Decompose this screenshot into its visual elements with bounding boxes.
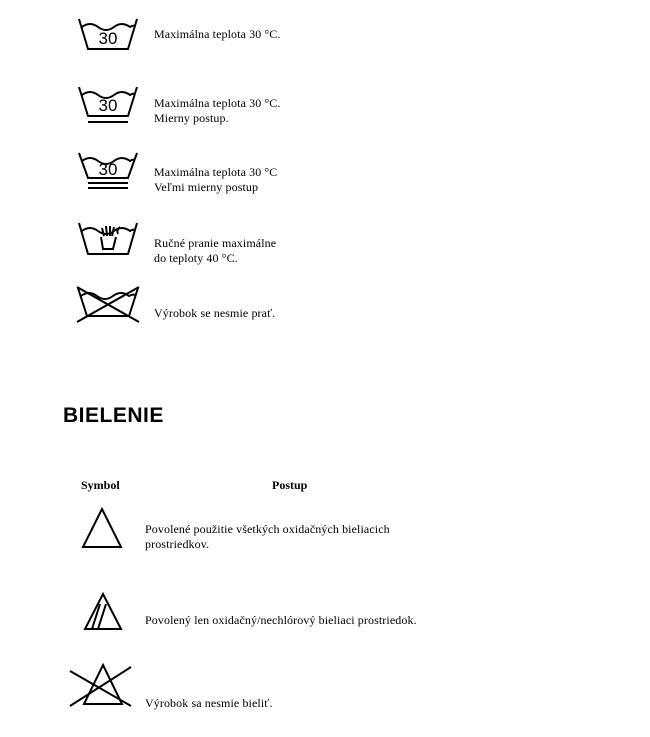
non-chlorine-bleach-label: Povolený len oxidačný/nechlórový bieliaci prostriedok.: [145, 613, 417, 627]
do-not-wash-icon: [75, 284, 141, 324]
wash-30-label: Maximálna teplota 30 °C.: [154, 27, 281, 41]
hand-wash-icon: [76, 218, 140, 260]
do-not-bleach-icon: [67, 662, 137, 708]
do-not-bleach-label: Výrobok sa nesmie bieliť.: [145, 696, 273, 710]
column-header-symbol: Symbol: [81, 478, 120, 492]
wash-30-very-gentle-icon: [76, 148, 140, 194]
wash-30-icon: [76, 14, 140, 56]
svg-text:30: 30: [98, 160, 118, 179]
non-chlorine-bleach-icon: [82, 592, 124, 632]
wash-30-gentle-icon: [76, 82, 140, 128]
hand-wash-label: Ručné pranie maximálne do teploty 40 °C.: [154, 236, 277, 265]
svg-text:30: 30: [98, 29, 118, 48]
svg-text:30: 30: [98, 96, 118, 115]
bleach-allowed-label: Povolené použitie všetkých oxidačných bieliacich prostriedkov.: [145, 522, 390, 551]
do-not-wash-label: Výrobok se nesmie prať.: [154, 306, 276, 320]
wash-30-gentle-label: Maximálna teplota 30 °C. Mierny postup.: [154, 96, 281, 125]
section-title-bleaching: BIELENIE: [63, 404, 164, 427]
column-header-process: Postup: [272, 478, 308, 492]
bleach-allowed-icon: [81, 507, 123, 549]
wash-30-very-gentle-label: Maximálna teplota 30 °C Veľmi mierny postup: [154, 165, 278, 194]
